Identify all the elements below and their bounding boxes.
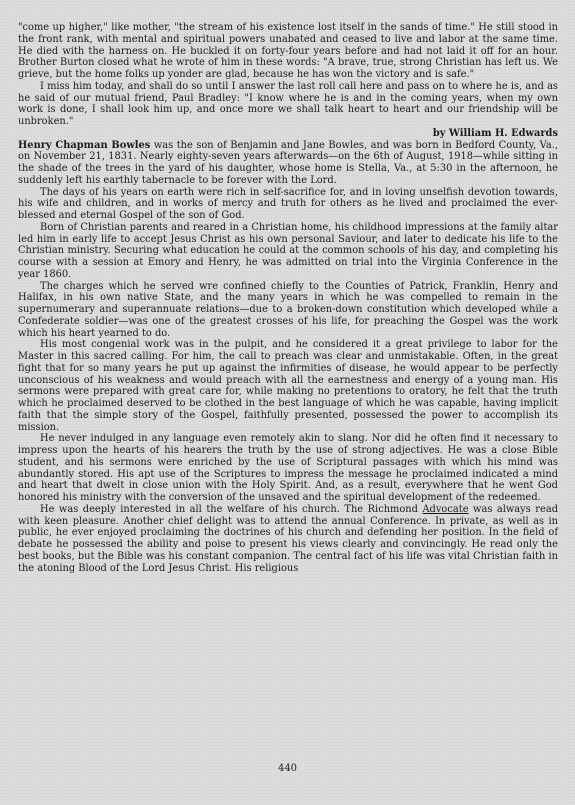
- author-signature: by William H. Edwards: [432, 127, 558, 139]
- paragraph: [18, 140, 558, 187]
- page-number: 440: [277, 763, 298, 774]
- paragraph-text: was always read with keen pleasure. Another chief delight was to attend the annual Conference. In private, as well as in public, he ever enjoyed proclaiming the doctrines of his church and defending her position. In the field of debate he possessed the ability and poise to present his views clearly and convincingly. He read only the best books, but the Bible was his constant companion. The central fact of his life was vital Christian faith in the atoning Blood of the Lord Jesus Christ. His religious: [18, 503, 558, 574]
- paragraph: His most congenial work was in the pulpit, and he considered it a great privilege to labor for the Master in this sacred calling. For him, the call to preach was clear and unmistakable. Often, in the great fight that for so many years he put up against the infirmities of disease, he would appear to be perfectly unconscious of his weakness and would preach with all the earnestness and energy of a young man. His sermons were prepared with great care for, while making no pretentions to oratory, he felt that the truth which he proclaimed deserved to be clothed in the best language of which he was capable, having implicit faith that the simple story of the Gospel, faithfully presented, possessed the power to accomplish its mission.: [18, 339, 558, 433]
- paragraph: [18, 504, 558, 575]
- publication-title: Advocate: [422, 503, 469, 515]
- paragraph: He never indulged in any language even remotely akin to slang. Nor did he often find it necessary to impress upon the hearts of his hearers the truth by the use of strong adjectives. He was a close Bible student, and his sermons were enriched by the use of Scriptural passages with which his mind was abundantly stored. His apt use of the Scriptures to impress the message he proclaimed indicated a mind and heart that dwelt in close union with the Holy Spirit. And, as a result, everywhere that he went God honored his ministry with the conversion of the unsaved and the spiritual development of the redeemed.: [18, 433, 558, 503]
- article-body: [18, 22, 558, 574]
- subject-name: Henry Chapman Bowles: [18, 139, 151, 151]
- paragraph: Born of Christian parents and reared in a Christian home, his childhood impressions at the family altar led him in early life to accept Jesus Christ as his own personal Saviour, and later to dedicate his life to the Christian ministry. Securing what education he could at the common schools of his day, and completing his course with a session at Emory and Henry, he was admitted on trial into the Virginia Conference in the year 1860.: [18, 221, 558, 280]
- paragraph: I miss him today, and shall do so until I answer the last roll call here and pass on to where he is, and as he said of our mutual friend, Paul Bradley: "I know where he is and in the coming years, when my own work is done, I shall look him up, and once more we shall talk heart to heart and our friendship will be unbroken.": [18, 80, 558, 127]
- paragraph-text: was the son of Benjamin and Jane Bowles, and was born in Bedford County, Va., on November 21, 1831. Nearly eighty-seven years afterwards—on the 6th of August, 1918—while sitting in the shade of the trees in the yard of his daughter, whose home is Stella, Va., at 5:30 in the afternoon, he suddenly left his earthly tabernacle to be forever with the Lord.: [18, 139, 558, 186]
- paragraph-text: He was deeply interested in all the welfare of his church. The Richmond: [40, 503, 423, 515]
- paragraph: "come up higher," like mother, "the stream of his existence lost itself in the sands of time." He still stood in the front rank, with mental and spiritual powers unabated and ceased to live and labor at the same time. He died with the harness on. He buckled it on forty-four years before and had not laid it off for an hour. Brother Burton closed what he wrote of him in these words: "A brave, true, strong Christian has left us. We grieve, but the home folks up yonder are glad, because he has won the victory and is safe.": [18, 22, 558, 80]
- paragraph: The days of his years on earth were rich in self-sacrifice for, and in loving unselfish devotion towards, his wife and children, and in works of mercy and truth for others as he lived and proclaimed the ever-blessed and eternal Gospel of the son of God.: [18, 186, 558, 221]
- paragraph: The charges which he served wre confined chiefly to the Counties of Patrick, Franklin, Henry and Halifax, in his own native State, and the many years in which he was compelled to remain in the supernumerary and superannuate relations—due to a broken-down constitution which developed while a Confederate soldier—was one of the greatest crosses of his life, for preaching the Gospel was the work which his heart yearned to do.: [18, 280, 558, 339]
